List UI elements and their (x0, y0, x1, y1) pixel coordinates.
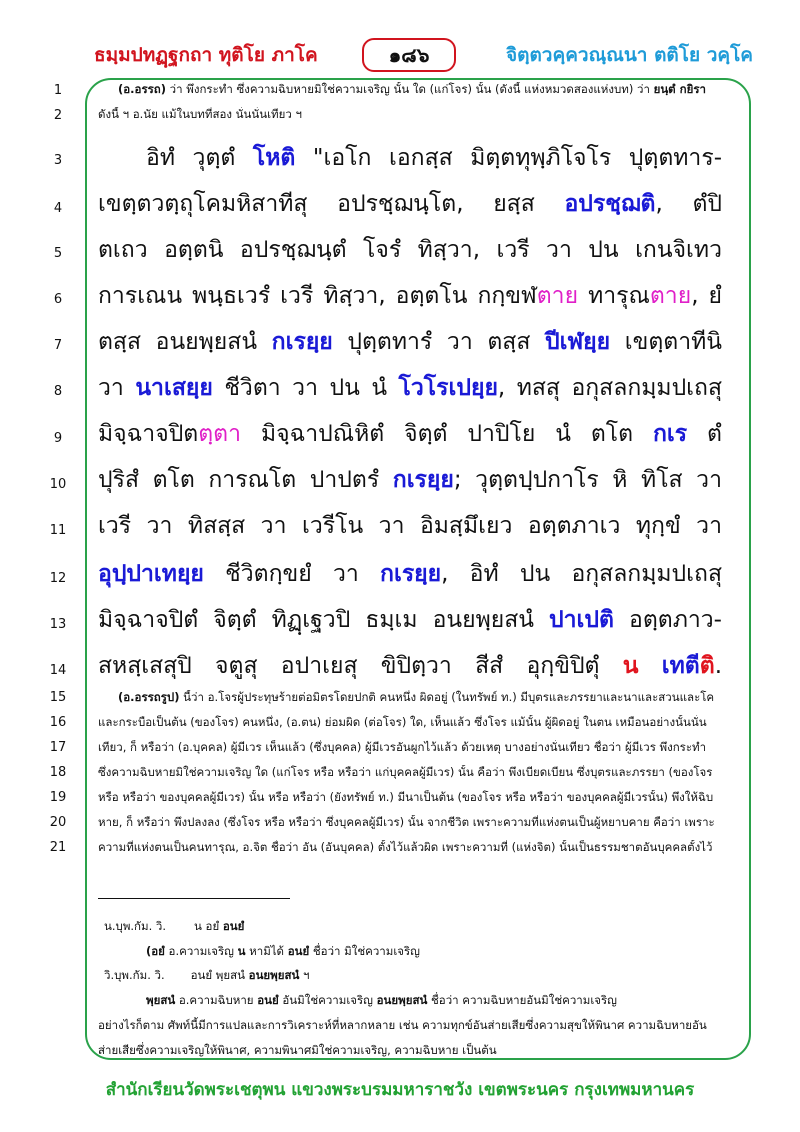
line-number: 3 (53, 153, 63, 168)
line-number: 8 (53, 384, 63, 399)
pali-text: "เอโก เอกสฺส มิตฺตทุพฺภิโจโร ปุตฺตทาร- (295, 145, 722, 171)
translation-line (98, 765, 734, 779)
pali-line (98, 462, 722, 498)
pali-verb: กเร (653, 421, 688, 447)
pali-verb: เทตี (661, 653, 700, 679)
pali-text: เขตฺตวตฺถุโคมหิสาทีสุ อปรชฺฌนฺโต, ยสฺส (98, 191, 565, 217)
footnote-6: ส่ายเสียซึ่งความเจริญให้พินาศ, ความพินาศมิใช่ความเจริญ, ความฉิบหาย เป็นต้น (98, 1043, 497, 1057)
pali-text: สหสฺเสสุปิ จตูสุ อปาเยสุ ขิปิตฺวา สีสํ อุกฺขิปิตุํ (98, 653, 623, 679)
line-number: 14 (49, 663, 67, 678)
pali-line (98, 416, 722, 452)
footnote-term: อนยํ (287, 944, 310, 958)
pali-text (639, 653, 662, 679)
footnote-term: อนยพฺยสนํ (376, 993, 428, 1007)
translation-line (98, 740, 734, 754)
pali-text: . (714, 653, 722, 679)
commentary-label: (อ.อรรถ) (118, 82, 167, 96)
translation-text: นี้ว่า อ.โจรผู้ประทุษร้ายต่อมิตรโดยปกติ คนหนึ่ง ผิดอยู่ (ในทรัพย์ ท.) มีบุตรและภรรยาและนาและสวนและโค (179, 690, 715, 704)
translation-line (98, 840, 734, 854)
pali-line (98, 278, 722, 314)
translation-text: และกระบือเป็นต้น (ของโจร) คนหนึ่ง, (อ.ตน) ย่อมผิด (ต่อโจร) ใด, เห็นแล้ว ซึ่งโจร แม้นั้น ผู้ผิดอยู่ ในตน เหมือนอย่างนั้นนั่น (98, 715, 707, 729)
pali-line (98, 508, 722, 544)
footnote-text: ฯ (299, 968, 310, 982)
pali-text: ชีวิตา วา ปน นํ (212, 375, 399, 401)
pali-line (98, 648, 722, 684)
commentary-term: ยนฺตํ กยิรา (653, 82, 706, 96)
line-number: 11 (49, 523, 67, 538)
line-number: 1 (53, 83, 63, 98)
pali-line (98, 186, 722, 222)
pali-text: , ตํปิ (655, 191, 722, 217)
pali-text: ตสฺส อนยพฺยสนํ (98, 329, 272, 355)
line-number: 20 (49, 815, 67, 830)
footnote-text: หามิได้ (245, 944, 288, 958)
pali-highlight: ตฺตา (198, 421, 242, 447)
pali-line (98, 232, 722, 268)
footnote-label: น.บุพ.กัม. วิ. (104, 919, 167, 933)
pali-line (146, 140, 722, 176)
footnote-term: อนยพฺยสนํ (248, 968, 300, 982)
pali-text: เขตฺตาทีนิ (610, 329, 722, 355)
translation-line (98, 715, 734, 729)
line-number: 2 (53, 108, 63, 123)
footnote-text: อันมิใช่ความเจริญ (278, 993, 377, 1007)
line-number: 5 (53, 246, 63, 261)
footnote-4 (146, 993, 617, 1007)
pali-line (98, 602, 722, 638)
pali-text: วา (98, 375, 136, 401)
pali-text: เวรี วา ทิสสฺส วา เวรีโน วา อิมสฺมึเยว อตฺตภาเว ทุกฺขํ วา (98, 513, 722, 539)
footnote-3 (104, 968, 310, 982)
translation-line (98, 790, 734, 804)
line-number: 12 (49, 571, 67, 586)
footnote-label: วิ.บุพ.กัม. วิ. (104, 968, 165, 982)
footnote-1 (104, 919, 244, 933)
commentary-line-2 (98, 107, 734, 121)
footnote-term: พฺยสนํ (146, 993, 176, 1007)
pali-verb: กเรยฺย (271, 329, 333, 355)
pali-verb: กเรยฺย (392, 467, 454, 493)
pali-verb: อุปฺปาเทยฺย (98, 561, 204, 587)
footnote-text: ชื่อว่า ความฉิบหายอันมิใช่ความเจริญ (427, 993, 617, 1007)
line-number: 4 (53, 201, 63, 216)
pali-text: อิทํ วุตฺตํ (146, 145, 253, 171)
pali-highlight: ติ (699, 653, 715, 679)
pali-text: , อิทํ ปน อกุสลกมฺมปเถสุ (441, 561, 722, 587)
footnote-text: น อยํ (194, 919, 223, 933)
commentary-text: ดังนี้ ฯ อ.นัย แม้ในบทที่สอง นั่นนั่นเทียว ฯ (98, 107, 302, 121)
translation-line (118, 690, 734, 704)
footnote-2 (146, 944, 420, 958)
line-number: 19 (49, 790, 67, 805)
footnote-divider (98, 898, 290, 899)
pali-verb: กเรยฺย (380, 561, 442, 587)
commentary-line-1 (118, 82, 734, 96)
line-number: 15 (49, 690, 67, 705)
pali-text: มิจฺฉาจปิตํ จิตฺตํ ทิฏฺเฐวปิ ธมฺเม อนยพฺยสนํ (98, 607, 550, 633)
chapter-title: จิตฺตวคฺควณฺณนา ตติโย วคฺโค (506, 44, 754, 66)
pali-line (98, 556, 722, 592)
pali-text: มิจฺฉาปณิหิตํ จิตฺตํ ปาปิโย นํ ตโต (241, 421, 653, 447)
translation-label: (อ.อรรถรูป) (118, 690, 180, 704)
pali-text: ชีวิตกฺขยํ วา (203, 561, 381, 587)
pali-text: , ทสสุ อกุสลกมฺมปเถสุ (497, 375, 722, 401)
footnote-text: อ.ความเจริญ (164, 944, 238, 958)
pali-text: ตเถว อตฺตนิ อปรชฺฌนฺตํ โจรํ ทิสฺวา, เวรี วา ปน เกนจิเทว (98, 237, 722, 263)
translation-text: หาย, ก็ หรือว่า พึงปลงลง (ซึ่งโจร หรือ หรือว่า ซึ่งบุคคลผู้มีเวร) นั้น จากชีวิต เพราะความที่แห่งตนเป็นผู้หยาบคาย คือว่า เพราะ (98, 815, 715, 829)
pali-text: การเณน พนฺธเวรํ เวรี ทิสฺวา, อตฺตโน กกฺขฬ (98, 283, 537, 309)
line-number: 6 (53, 292, 63, 307)
translation-line (98, 815, 734, 829)
line-number: 13 (49, 617, 67, 632)
footnote-5: อย่างไรก็ตาม ศัพท์นี้มีการแปลและการวิเคราะห์ที่หลากหลาย เช่น ความทุกข์อันส่ายเสียซึ่งความสุขให้พินาศ ความฉิบหายอัน (98, 1018, 707, 1032)
pali-verb: ปีเฬยฺย (544, 329, 611, 355)
pali-highlight: ตาย (536, 283, 579, 309)
pali-text: อตฺตภาว- (613, 607, 722, 633)
pali-verb: อปรชฺฌติ (564, 191, 656, 217)
page-footer: สำนักเรียนวัดพระเชตุพน แขวงพระบรมมหาราชวัง เขตพระนคร กรุงเทพมหานคร (105, 1080, 695, 1100)
line-number: 9 (53, 431, 63, 446)
translation-text: ความที่แห่งตนเป็นคนทารุณ, อ.จิต ชื่อว่า อัน (อันบุคคล) ตั้งไว้แล้วผิด เพราะความที่ (แห่งจิต) นั้นเป็นธรรมชาตอันบุคคลตั้งไว้ (98, 840, 713, 854)
footnote-term: (อยํ (146, 944, 165, 958)
footnote-term: อนยํ (222, 919, 245, 933)
page-number: ๑๘๖ (362, 38, 456, 72)
pali-verb: นาเสยฺย (135, 375, 213, 401)
pali-text: ; วุตฺตปฺปกาโร หิ ทิโส วา (453, 467, 722, 493)
pali-verb: โหติ (252, 145, 296, 171)
commentary-text: ว่า พึงกระทำ ซึ่งความฉิบหายมิใช่ความเจริญ นั้น ใด (แก่โจร) นั้น (ดังนี้ แห่งหมวดสองแห่งบท) ว่า (166, 82, 654, 96)
pali-text: ตํ (687, 421, 722, 447)
line-number: 17 (49, 740, 67, 755)
line-number: 10 (49, 477, 67, 492)
translation-text: เทียว, ก็ หรือว่า (อ.บุคคล) ผู้มีเวร เห็นแล้ว (ซึ่งบุคคล) ผู้มีเวรอันผูกไว้แล้ว ด้วยเหตุ บางอย่างนั่นเทียว ชื่อว่า ผู้มีเวร พึงกระทำ (98, 740, 707, 754)
footnote-text: ชื่อว่า มิใช่ความเจริญ (309, 944, 420, 958)
line-number: 21 (49, 840, 67, 855)
pali-verb: ปาเปติ (549, 607, 614, 633)
pali-line (98, 324, 722, 360)
pali-text: ปุริสํ ตโต การณโต ปาปตรํ (98, 467, 393, 493)
book-title: ธมฺมปทฏฺฐกถา ทุติโย ภาโค (94, 44, 318, 66)
line-number: 18 (49, 765, 67, 780)
line-number: 16 (49, 715, 67, 730)
footnote-text: อ.ความฉิบหาย (175, 993, 258, 1007)
pali-text: ปุตฺตทารํ วา ตสฺส (332, 329, 545, 355)
pali-text: , ยํ (691, 283, 722, 309)
footnote-term: อนยํ (257, 993, 279, 1007)
pali-highlight: น (622, 653, 639, 679)
pali-highlight: ตาย (649, 283, 692, 309)
pali-line (98, 370, 722, 406)
footnote-text: อนยํ พฺยสนํ (190, 968, 249, 982)
pali-text: ทารุณ (578, 283, 650, 309)
translation-text: หรือ หรือว่า ของบุคคลผู้มีเวร) นั้น หรือ หรือว่า (ยังทรัพย์ ท.) มีนาเป็นต้น (ของโจร หรือ หรือว่า ของบุคคลผู้มีเวรนั้น) พึงให้ฉิบ (98, 790, 714, 804)
line-number: 7 (53, 338, 63, 353)
pali-verb: โวโรเปยฺย (398, 375, 498, 401)
translation-text: ซึ่งความฉิบหายมิใช่ความเจริญ ใด (แก่โจร หรือ หรือว่า แก่บุคคลผู้มีเวร) นั้น คือว่า พึงเบียดเบียน ซึ่งบุตรและภรรยา (ของโจร (98, 765, 713, 779)
footnote-term: น (237, 944, 246, 958)
pali-text: มิจฺฉาจปิต (98, 421, 199, 447)
